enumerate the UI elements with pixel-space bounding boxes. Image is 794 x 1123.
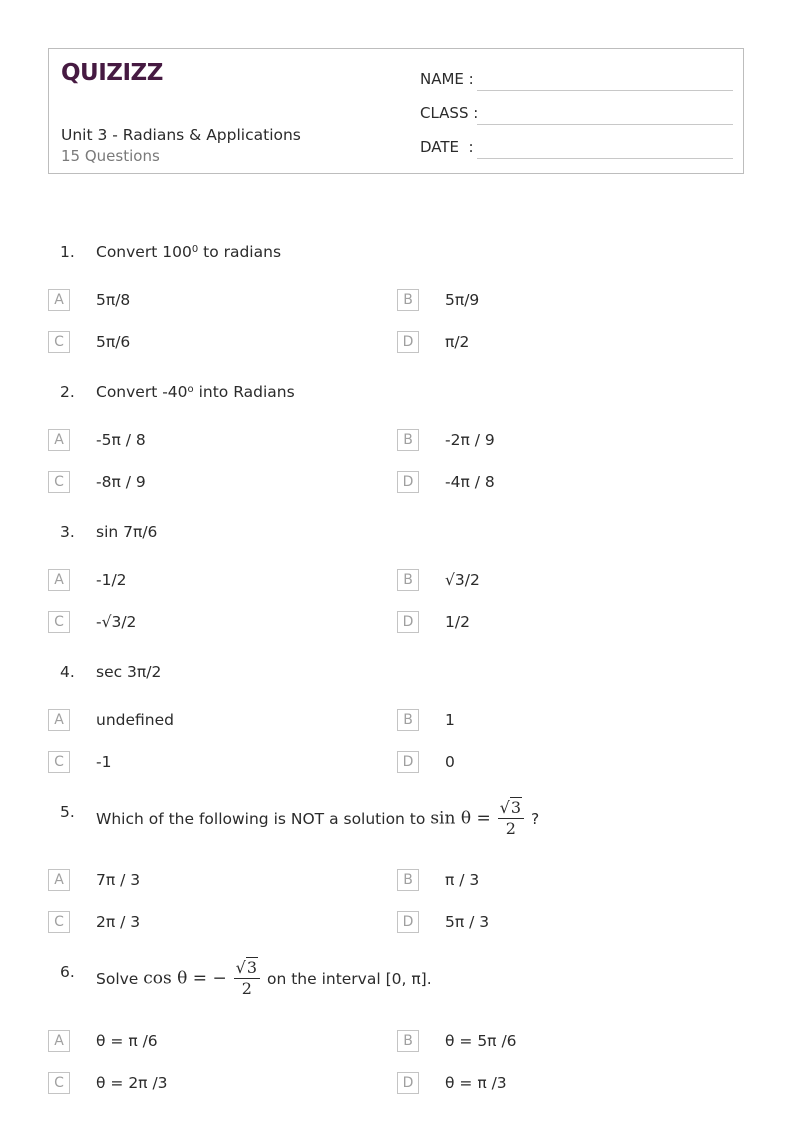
option-text: 5π/9 (445, 291, 480, 309)
option-text: θ = π /6 (96, 1032, 158, 1050)
option-letter-box: C (48, 911, 70, 933)
option-letter-box: B (397, 1030, 419, 1052)
math-expression (143, 969, 226, 989)
question-text (96, 242, 281, 262)
option-letter-box: A (48, 709, 70, 731)
option-letter-box: C (48, 751, 70, 773)
option-text: π/2 (445, 333, 470, 351)
class-field[interactable] (420, 103, 733, 127)
fraction-numerator (234, 958, 260, 979)
worksheet-title: Unit 3 - Radians & Applications (61, 126, 301, 144)
option-d[interactable] (397, 751, 697, 775)
option-text: √3/2 (445, 571, 480, 589)
option-letter-box: D (397, 911, 419, 933)
option-letter-box: B (397, 569, 419, 591)
date-label: DATE : (420, 138, 474, 156)
option-letter-box: D (397, 751, 419, 773)
option-text: 5π/8 (96, 291, 131, 309)
option-letter-box: B (397, 869, 419, 891)
degree-superscript: o (187, 384, 194, 395)
option-letter-box: C (48, 611, 70, 633)
question-number: 2. (60, 383, 75, 401)
radicand: 3 (246, 958, 258, 977)
option-text: undefined (96, 711, 174, 729)
question-text (96, 382, 295, 402)
option-a[interactable] (48, 1030, 348, 1054)
fraction-numerator (498, 798, 524, 819)
option-text: 2π / 3 (96, 913, 141, 931)
math-expression (430, 809, 490, 829)
option-text: 7π / 3 (96, 871, 141, 889)
math-lhs: sin θ = (430, 808, 491, 829)
option-letter-box: B (397, 289, 419, 311)
option-text: -8π / 9 (96, 473, 146, 491)
option-c[interactable] (48, 611, 348, 635)
question-text-part: ? (530, 809, 540, 828)
option-letter-box: B (397, 429, 419, 451)
option-letter-box: C (48, 1072, 70, 1094)
date-line[interactable] (477, 158, 733, 159)
degree-superscript: 0 (191, 244, 199, 255)
option-letter-box: A (48, 569, 70, 591)
option-b[interactable] (397, 569, 697, 593)
option-c[interactable] (48, 1072, 348, 1096)
option-text: -1/2 (96, 571, 127, 589)
option-a[interactable] (48, 869, 348, 893)
option-text: -4π / 8 (445, 473, 495, 491)
class-label: CLASS : (420, 104, 479, 122)
name-label: NAME : (420, 70, 474, 88)
question-text-part: on the interval [0, π]. (266, 969, 432, 988)
option-text: θ = 5π /6 (445, 1032, 517, 1050)
question-text: sec 3π/2 (96, 663, 162, 681)
option-b[interactable] (397, 869, 697, 893)
quizizz-logo: QUIZIZZ (61, 60, 163, 86)
question-text-part: Convert 100 (96, 243, 192, 261)
option-a[interactable] (48, 569, 348, 593)
question-number: 4. (60, 663, 75, 681)
option-c[interactable] (48, 751, 348, 775)
math-fraction (234, 958, 260, 999)
option-b[interactable] (397, 429, 697, 453)
fraction-denominator: 2 (241, 979, 252, 998)
option-d[interactable] (397, 1072, 697, 1096)
question-text-part: to radians (198, 243, 282, 261)
option-d[interactable] (397, 911, 697, 935)
option-c[interactable] (48, 471, 348, 495)
option-letter-box: A (48, 289, 70, 311)
option-text: θ = π /3 (445, 1074, 507, 1092)
option-a[interactable] (48, 429, 348, 453)
option-letter-box: D (397, 331, 419, 353)
class-line[interactable] (477, 124, 733, 125)
question-text-part: Solve (96, 969, 139, 988)
option-text: -1 (96, 753, 112, 771)
option-letter-box: A (48, 869, 70, 891)
question-text-part: into Radians (193, 383, 295, 401)
option-d[interactable] (397, 611, 697, 635)
option-c[interactable] (48, 331, 348, 355)
question-count: 15 Questions (61, 147, 160, 165)
question-number: 3. (60, 523, 75, 541)
option-letter-box: D (397, 1072, 419, 1094)
option-a[interactable] (48, 289, 348, 313)
radicand: 3 (510, 798, 522, 817)
option-letter-box: B (397, 709, 419, 731)
option-text: π / 3 (445, 871, 480, 889)
option-d[interactable] (397, 471, 697, 495)
question-text (96, 798, 539, 839)
fraction-denominator: 2 (505, 819, 516, 838)
option-text: -2π / 9 (445, 431, 495, 449)
option-text: θ = 2π /3 (96, 1074, 168, 1092)
question-number: 5. (60, 803, 75, 821)
option-b[interactable] (397, 709, 697, 733)
option-a[interactable] (48, 709, 348, 733)
option-text: 0 (445, 753, 455, 771)
question-number: 1. (60, 243, 75, 261)
option-text: 5π / 3 (445, 913, 490, 931)
name-field[interactable] (420, 69, 733, 93)
question-text: sin 7π/6 (96, 523, 158, 541)
sqrt-icon: √ (499, 798, 510, 817)
option-b[interactable] (397, 289, 697, 313)
option-letter-box: D (397, 611, 419, 633)
date-field[interactable] (420, 137, 733, 161)
name-line[interactable] (477, 90, 733, 91)
question-text-part: Convert -40 (96, 383, 188, 401)
math-fraction (498, 798, 524, 839)
option-letter-box: C (48, 331, 70, 353)
option-b[interactable] (397, 1030, 697, 1054)
sqrt-icon: √ (235, 958, 246, 977)
option-d[interactable] (397, 331, 697, 355)
option-text: 1 (445, 711, 455, 729)
option-text: 1/2 (445, 613, 470, 631)
option-text: -√3/2 (96, 613, 137, 631)
question-text (96, 958, 432, 999)
question-number: 6. (60, 963, 75, 981)
worksheet-header (48, 48, 744, 174)
option-letter-box: A (48, 1030, 70, 1052)
option-c[interactable] (48, 911, 348, 935)
option-text: -5π / 8 (96, 431, 146, 449)
question-text-part: Which of the following is NOT a solution to (96, 809, 426, 828)
option-letter-box: C (48, 471, 70, 493)
math-lhs: cos θ = − (143, 968, 227, 989)
option-text: 5π/6 (96, 333, 131, 351)
option-letter-box: D (397, 471, 419, 493)
option-letter-box: A (48, 429, 70, 451)
